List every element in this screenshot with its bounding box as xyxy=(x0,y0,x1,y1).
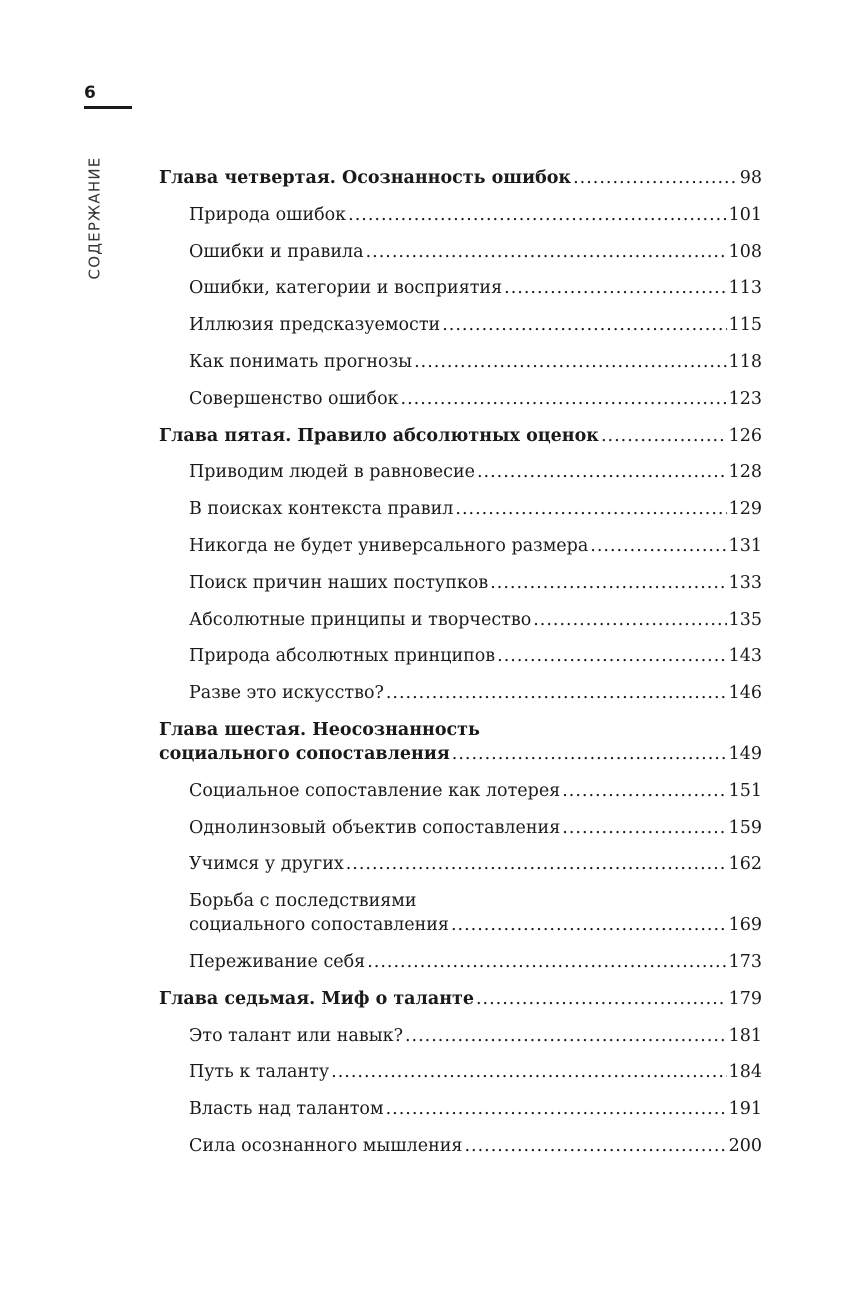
section-page: 159 xyxy=(728,817,762,838)
section-title: Это талант или навык? xyxy=(189,1025,403,1046)
toc-chapter-entry[interactable] xyxy=(159,742,762,766)
toc-section-entry[interactable] xyxy=(159,497,762,521)
dot-leader xyxy=(573,166,738,190)
toc-section-entry[interactable] xyxy=(159,1134,762,1158)
toc-section-entry[interactable] xyxy=(159,852,762,876)
section-title: Приводим людей в равновесие xyxy=(189,462,475,483)
chapter-6 xyxy=(159,718,762,974)
section-title: Иллюзия предсказуемости xyxy=(189,315,441,336)
chapter-page: 126 xyxy=(728,425,762,446)
dot-leader xyxy=(562,779,726,803)
section-page: 131 xyxy=(728,535,762,556)
section-page: 115 xyxy=(728,315,762,336)
section-page: 143 xyxy=(728,646,762,667)
section-page: 123 xyxy=(728,388,762,409)
section-page: 162 xyxy=(728,854,762,875)
section-title: Поиск причин наших поступков xyxy=(189,572,489,593)
section-page: 169 xyxy=(728,915,762,936)
section-title: Разве это искусство? xyxy=(189,683,384,704)
dot-leader xyxy=(442,313,726,337)
toc-section-entry[interactable] xyxy=(159,387,762,411)
dot-leader xyxy=(386,1097,727,1121)
toc-section-entry[interactable] xyxy=(159,950,762,974)
section-page: 191 xyxy=(728,1099,762,1120)
section-page: 181 xyxy=(728,1025,762,1046)
toc-section-entry[interactable] xyxy=(159,1024,762,1048)
toc-section-entry[interactable] xyxy=(159,681,762,705)
chapter-5 xyxy=(159,424,762,706)
dot-leader xyxy=(331,1060,726,1084)
dot-leader xyxy=(405,1024,727,1048)
dot-leader xyxy=(497,644,726,668)
section-page: 173 xyxy=(728,951,762,972)
section-title: Ошибки, категории и восприятия xyxy=(189,278,503,299)
section-title: Социальное сопоставление как лотерея xyxy=(189,780,561,801)
chapter-title-line-2: социального сопоставления xyxy=(159,743,450,764)
dot-leader xyxy=(452,742,727,766)
section-title-line-2: социального сопоставления xyxy=(189,915,449,936)
toc-section-entry[interactable] xyxy=(159,460,762,484)
dot-leader xyxy=(504,276,726,300)
dot-leader xyxy=(455,497,726,521)
dot-leader xyxy=(476,987,727,1011)
chapter-4 xyxy=(159,166,762,411)
section-title: Переживание себя xyxy=(189,951,366,972)
section-page: 200 xyxy=(728,1135,762,1156)
running-head-text: СОДЕРЖАНИЕ xyxy=(85,156,104,280)
section-page: 118 xyxy=(728,351,762,372)
section-title: Природа ошибок xyxy=(189,204,347,225)
section-title-line-1[interactable]: Борьба с последствиями xyxy=(189,891,417,912)
toc-section-entry[interactable] xyxy=(159,276,762,300)
page-number: 6 xyxy=(84,83,96,103)
toc-section-entry[interactable] xyxy=(159,816,762,840)
chapter-7 xyxy=(159,987,762,1158)
section-page: 135 xyxy=(728,609,762,630)
toc-section-entry[interactable] xyxy=(159,313,762,337)
section-title: Никогда не будет универсального размера xyxy=(189,535,589,556)
toc-section-entry[interactable] xyxy=(159,644,762,668)
section-title: Сила осознанного мышления xyxy=(189,1135,463,1156)
toc-section-entry[interactable] xyxy=(159,240,762,264)
dot-leader xyxy=(346,852,727,876)
toc-section-entry[interactable] xyxy=(159,1060,762,1084)
dot-leader xyxy=(386,681,727,705)
section-page: 146 xyxy=(728,683,762,704)
dot-leader xyxy=(533,608,726,632)
section-title: В поисках контекста правил xyxy=(189,499,454,520)
chapter-page: 98 xyxy=(739,168,762,188)
toc-section-entry[interactable] xyxy=(159,608,762,632)
dot-leader xyxy=(590,534,726,558)
toc-section-entry[interactable] xyxy=(159,913,762,937)
dot-leader xyxy=(366,240,727,264)
table-of-contents xyxy=(159,166,762,1171)
section-title: Совершенство ошибок xyxy=(189,388,399,409)
toc-section-entry[interactable] xyxy=(159,534,762,558)
dot-leader xyxy=(348,203,726,227)
chapter-page: 179 xyxy=(728,988,762,1009)
toc-section-entry[interactable] xyxy=(159,571,762,595)
dot-leader xyxy=(477,460,727,484)
toc-chapter-entry[interactable] xyxy=(159,987,762,1011)
section-title: Абсолютные принципы и творчество xyxy=(189,609,532,630)
dot-leader xyxy=(401,387,727,411)
section-title: Как понимать прогнозы xyxy=(189,351,413,372)
toc-section-entry[interactable] xyxy=(159,350,762,374)
dot-leader xyxy=(464,1134,726,1158)
section-page: 108 xyxy=(728,241,762,262)
dot-leader xyxy=(367,950,726,974)
dot-leader xyxy=(562,816,726,840)
section-title: Путь к таланту xyxy=(189,1062,330,1083)
chapter-page: 149 xyxy=(728,743,762,764)
section-page: 184 xyxy=(728,1062,762,1083)
dot-leader xyxy=(414,350,727,374)
toc-chapter-entry[interactable] xyxy=(159,166,762,190)
section-title: Природа абсолютных принципов xyxy=(189,646,496,667)
chapter-title: Глава четвертая. Осознанность ошибок xyxy=(159,168,572,188)
section-page: 133 xyxy=(728,572,762,593)
toc-section-entry[interactable] xyxy=(159,203,762,227)
section-page: 113 xyxy=(728,278,762,299)
toc-section-entry[interactable] xyxy=(159,779,762,803)
section-title: Учимся у других xyxy=(189,854,344,875)
running-head xyxy=(82,145,106,291)
dot-leader xyxy=(451,913,727,937)
toc-chapter-entry[interactable] xyxy=(159,424,762,448)
chapter-title: Глава пятая. Правило абсолютных оценок xyxy=(159,425,599,446)
section-page: 151 xyxy=(728,780,762,801)
dot-leader xyxy=(490,571,726,595)
chapter-title: Глава седьмая. Миф о таланте xyxy=(159,988,474,1009)
section-page: 129 xyxy=(728,499,762,520)
toc-section-entry[interactable] xyxy=(159,1097,762,1121)
page-number-rule xyxy=(84,106,132,109)
chapter-title-line-1[interactable]: Глава шестая. Неосознанность xyxy=(159,719,480,740)
dot-leader xyxy=(601,424,727,448)
section-page: 101 xyxy=(728,204,762,225)
section-page: 128 xyxy=(728,462,762,483)
section-title: Ошибки и правила xyxy=(189,241,364,262)
section-title: Власть над талантом xyxy=(189,1099,384,1120)
section-title: Однолинзовый объектив сопоставления xyxy=(189,817,561,838)
